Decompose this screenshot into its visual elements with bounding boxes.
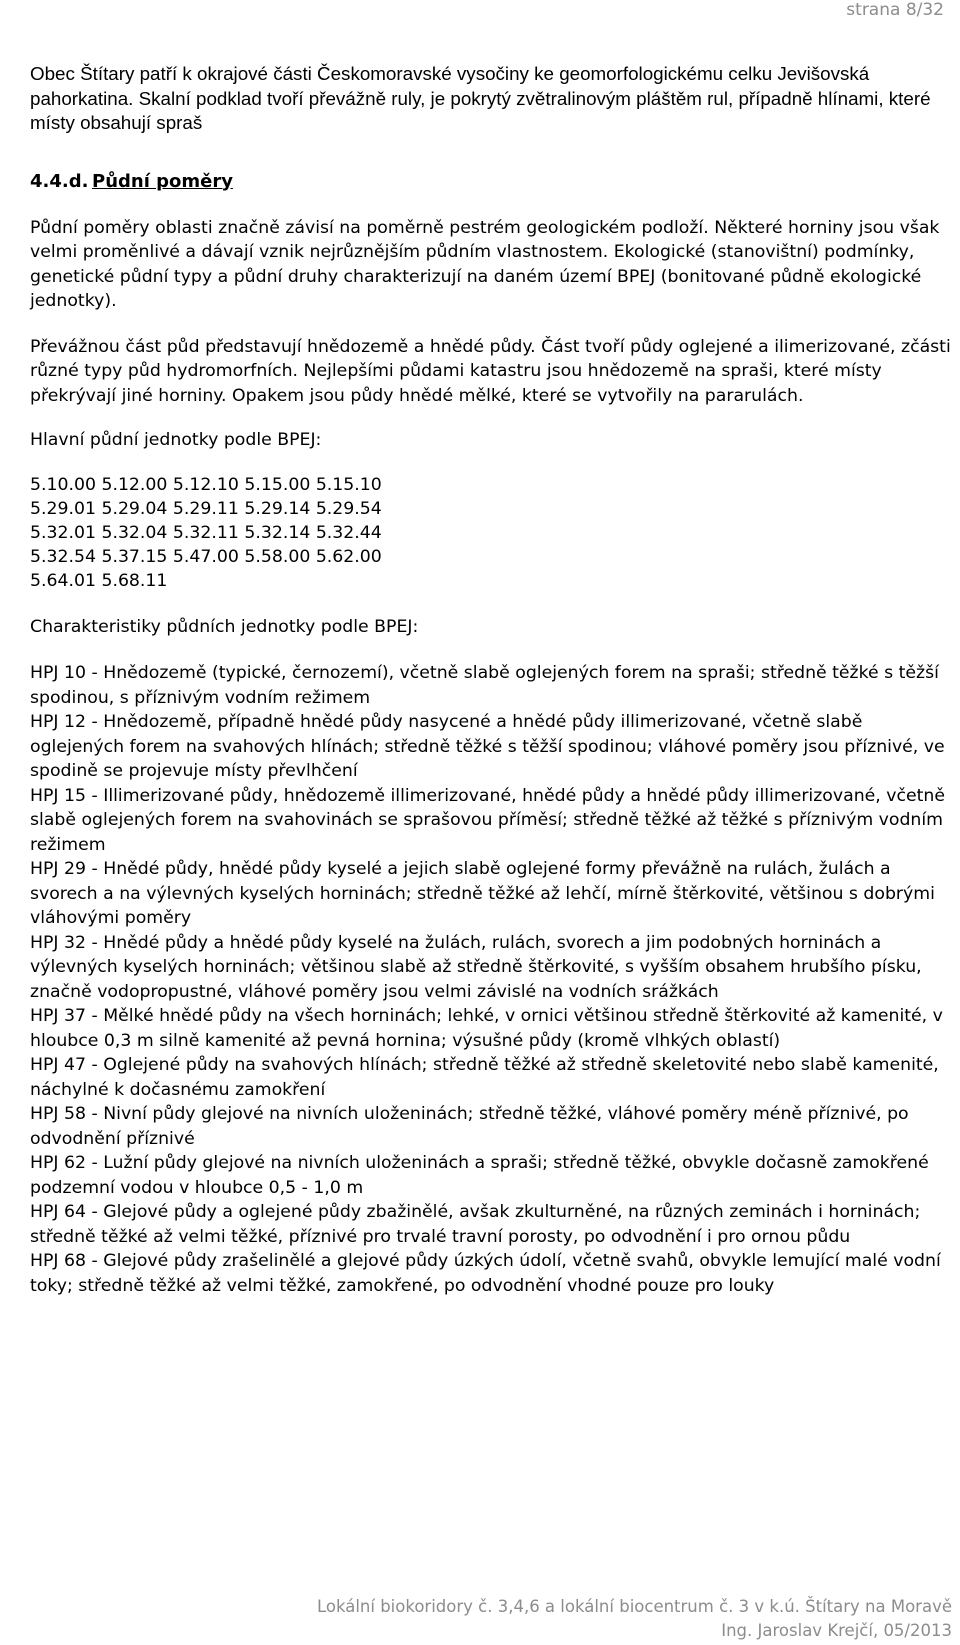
- hpj-item: HPJ 12 - Hnědozemě, případně hnědé půdy nasycené a hnědé půdy illimerizované, včetně slabě oglejených forem na svahových hlínách; středně těžké s těžší spodinou; vláhové poměry jsou příznivé, ve spodině se projevuje místy převlhčení: [30, 712, 945, 781]
- paragraph-soil-conditions: Půdní poměry oblasti značně závisí na poměrně pestrém geologickém podloží. Některé horniny jsou však velmi proměnlivé a dávají vznik nejrůznějším půdním vlastnostem. Ekologické (stanovištní) podmínky, genetické půdní typy a půdní druhy charakterizují na daném území BPEJ (bonitované půdně ekologické jednotky).: [30, 217, 940, 311]
- document-body: [30, 62, 952, 1298]
- intro-paragraph: Obec Štítary patří k okrajové části Českomoravské vysočiny ke geomorfologickému celku Jevišovská pahorkatina. Skalní podklad tvoří převážně ruly, je pokrytý zvětralinovým pláštěm rul, případně hlínami, které místy obsahují spraš: [30, 63, 931, 133]
- section-title: Půdní poměry: [92, 170, 233, 192]
- bpej-code-row: 5.32.01 5.32.04 5.32.11 5.32.14 5.32.44: [30, 522, 382, 543]
- page-number: strana 8/32: [846, 0, 944, 20]
- hpj-item: HPJ 37 - Mělké hnědé půdy na všech horninách; lehké, v ornici většinou středně štěrkovité až kamenité, v hloubce 0,3 m silně kamenité až pevná hornina; výsušné půdy (kromě vlhkých oblastí): [30, 1006, 943, 1051]
- hpj-item: HPJ 62 - Lužní půdy glejové na nivních uloženinách a spraši; středně těžké, obvykle dočasně zamokřené podzemní vodou v hloubce 0,5 - 1,0 m: [30, 1153, 929, 1198]
- hpj-item: HPJ 64 - Glejové půdy a oglejené půdy zbažinělé, avšak zkulturněné, na různých zeminách i horninách; středně těžké až velmi těžké, příznivé pro trvalé travní porosty, po odvodnění i pro ornou půdu: [30, 1202, 921, 1247]
- characteristics-label: Charakteristiky půdních jednotky podle BPEJ:: [30, 616, 419, 637]
- footer-document-title: Lokální biokoridory č. 3,4,6 a lokální biocentrum č. 3 v k.ú. Štítary na Moravě: [316, 1597, 952, 1616]
- hpj-item: HPJ 10 - Hnědozemě (typické, černozemí), včetně slabě oglejených forem na spraši; středně těžké s těžší spodinou, s příznivým vodním režimem: [30, 663, 939, 708]
- bpej-code-row: 5.32.54 5.37.15 5.47.00 5.58.00 5.62.00: [30, 546, 382, 567]
- hpj-item: HPJ 29 - Hnědé půdy, hnědé půdy kyselé a jejich slabě oglejené formy převážně na rulách, žulách a svorech a na výlevných kyselých horninách; středně těžké až lehčí, mírně štěrkovité, většinou s dobrými vláhovými poměry: [30, 859, 935, 928]
- bpej-code-list: [30, 473, 952, 593]
- hpj-item: HPJ 68 - Glejové půdy zrašelinělé a glejové půdy úzkých údolí, včetně svahů, obvykle lemující malé vodní toky; středně těžké až velmi těžké, zamokřené, po odvodnění vhodné pouze pro louky: [30, 1251, 941, 1296]
- hpj-item: HPJ 15 - Illimerizované půdy, hnědozemě illimerizované, hnědé půdy a hnědé půdy illimerizované, včetně slabě oglejených forem na svahovinách se sprašovou příměsí; středně těžké až těžké s příznivým vodním režimem: [30, 785, 945, 855]
- hpj-item: HPJ 58 - Nivní půdy glejové na nivních uloženinách; středně těžké, vláhové poměry méně příznivé, po odvodnění příznivé: [30, 1104, 909, 1149]
- paragraph-soil-types: Převážnou část půd představují hnědozemě a hnědé půdy. Část tvoří půdy oglejené a ilimerizované, zčásti různé typy půd hydromorfních. Nejlepšími půdami katastru jsou hnědozemě na spraši, které místy překrývají jiné horniny. Opakem jsou půdy hnědé mělké, které se vytvořily na pararulách.: [30, 336, 951, 406]
- footer-author: Ing. Jaroslav Krejčí, 05/2013: [721, 1621, 952, 1640]
- hpj-item: HPJ 47 - Oglejené půdy na svahových hlínách; středně těžké až středně skeletovité nebo slabě kamenité, náchylné k dočasnému zamokření: [30, 1055, 939, 1100]
- section-number: 4.4.d.: [30, 170, 89, 192]
- bpej-code-row: 5.10.00 5.12.00 5.12.10 5.15.00 5.15.10: [30, 474, 382, 495]
- bpej-code-row: 5.64.01 5.68.11: [30, 570, 168, 591]
- bpej-code-row: 5.29.01 5.29.04 5.29.11 5.29.14 5.29.54: [30, 498, 382, 519]
- page-footer: [317, 1595, 952, 1643]
- section-heading: [30, 170, 952, 194]
- hpj-item: HPJ 32 - Hnědé půdy a hnědé půdy kyselé na žulách, rulách, svorech a jim podobných horninách a výlevných kyselých horninách; většinou slabě až středně štěrkovité, s vyšším obsahem hrubšího písku, značně vodopropustné, vláhové poměry jsou velmi závislé na vodních srážkách: [30, 932, 922, 1002]
- bpej-label: Hlavní půdní jednotky podle BPEJ:: [30, 430, 322, 450]
- hpj-list: [30, 661, 952, 1298]
